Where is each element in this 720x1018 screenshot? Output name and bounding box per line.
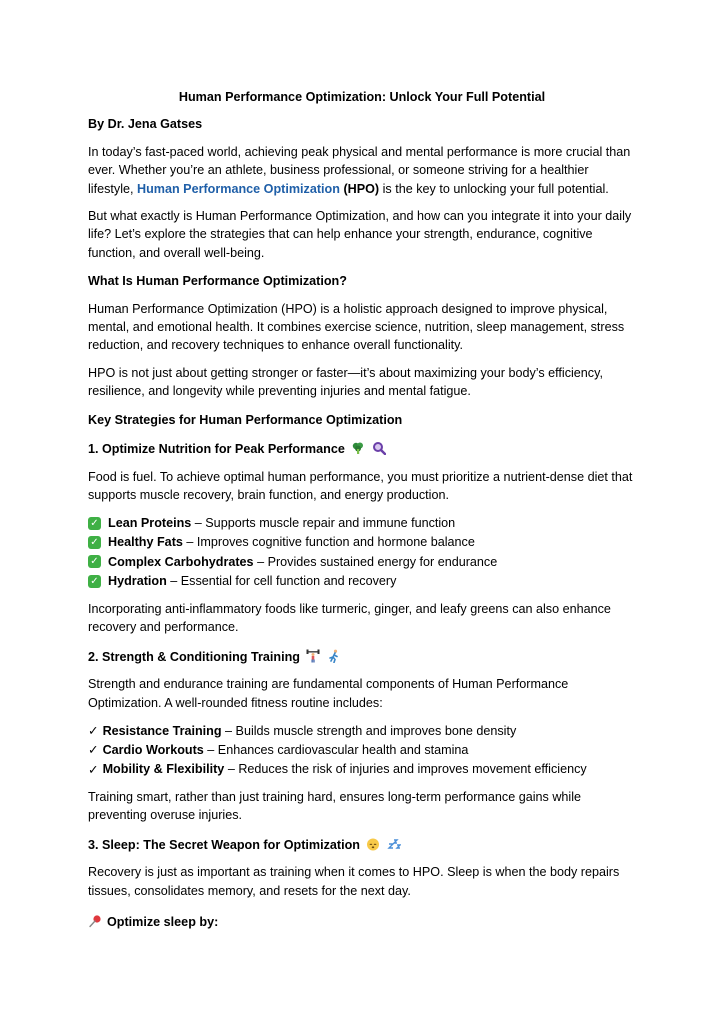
heading-sleep bbox=[88, 836, 636, 854]
paragraph-anti-inflammatory: Incorporating anti-inflammatory foods like turmeric, ginger, and leafy greens can also enhance recovery and performance. bbox=[88, 601, 611, 635]
item-term: Hydration bbox=[108, 574, 167, 589]
hpo-abbr: (HPO) bbox=[343, 181, 380, 196]
item-term: Complex Carbohydrates bbox=[108, 554, 254, 569]
item-desc: – Improves cognitive function and hormone balance bbox=[186, 535, 475, 550]
list-item bbox=[88, 740, 636, 759]
magnifier-icon bbox=[372, 441, 386, 455]
list-item bbox=[88, 552, 636, 571]
paragraph-food-fuel: Food is fuel. To achieve optimal human performance, you must prioritize a nutrient-dense diet that supports muscle recovery, brain function, and energy production. bbox=[88, 469, 633, 502]
heading-strength-text: 2. Strength & Conditioning Training bbox=[88, 649, 300, 664]
heading-nutrition-text: 1. Optimize Nutrition for Peak Performance bbox=[88, 442, 345, 457]
item-desc: – Supports muscle repair and immune function bbox=[194, 516, 456, 530]
zzz-icon bbox=[387, 837, 401, 851]
item-term: Lean Proteins bbox=[108, 516, 192, 530]
item-desc: – Enhances cardiovascular health and stamina bbox=[207, 742, 469, 757]
paragraph-explore: But what exactly is Human Performance Optimization, and how can you integrate it into your daily life? Let’s explore the strategies that can help enhance your strength, endurance, cognitive function, and overall well-being. bbox=[88, 209, 632, 260]
item-desc: – Builds muscle strength and improves bone density bbox=[225, 723, 517, 738]
tick-icon: ✓ bbox=[88, 724, 99, 739]
tick-icon: ✓ bbox=[88, 762, 99, 777]
paragraph-not-just: HPO is not just about getting stronger or faster—it’s about maximizing your body’s efficiency, resilience, and longevity while preventing injuries and mental fatigue. bbox=[88, 365, 603, 399]
heading-strength bbox=[88, 648, 636, 666]
nutrition-checklist bbox=[88, 513, 636, 591]
tick-icon: ✓ bbox=[88, 743, 99, 758]
list-item bbox=[88, 571, 636, 590]
heading-nutrition bbox=[88, 440, 636, 458]
intro-tail: is the key to unlocking your full potential. bbox=[382, 181, 609, 196]
paragraph-definition: Human Performance Optimization (HPO) is a holistic approach designed to improve physical, mental, and emotional health. It combines exercise science, nutrition, sleep management, stress reduction, and recovery techniques to enhance overall functionality. bbox=[88, 301, 625, 353]
check-icon: ✓ bbox=[88, 555, 101, 568]
heading-sleep-text: 3. Sleep: The Secret Weapon for Optimization bbox=[88, 837, 360, 852]
list-item bbox=[88, 760, 636, 779]
list-item bbox=[88, 513, 636, 532]
sleeping-face-icon bbox=[366, 837, 380, 851]
item-desc: – Reduces the risk of injuries and improves movement efficiency bbox=[227, 762, 587, 777]
runner-icon bbox=[327, 649, 341, 663]
paragraph-strength-intro: Strength and endurance training are fundamental components of Human Performance Optimization. A well-rounded fitness routine includes: bbox=[88, 677, 569, 710]
list-item bbox=[88, 533, 636, 552]
optimize-sleep-text: Optimize sleep by: bbox=[107, 915, 219, 930]
item-term: Cardio Workouts bbox=[102, 742, 204, 757]
paragraph-train-smart: Training smart, rather than just training hard, ensures long-term performance gains while preventing overuse injuries. bbox=[88, 790, 582, 823]
check-icon: ✓ bbox=[88, 536, 101, 549]
item-desc: – Essential for cell function and recovery bbox=[170, 574, 397, 589]
paragraph-recovery: Recovery is just as important as training when it comes to HPO. Sleep is when the body repairs tissues, consolidates memory, and resets for the next day. bbox=[88, 865, 620, 898]
heading-key-strategies: Key Strategies for Human Performance Optimization bbox=[88, 412, 403, 427]
item-term: Healthy Fats bbox=[108, 535, 183, 550]
intro-paragraph bbox=[88, 143, 636, 198]
training-checklist bbox=[88, 721, 636, 779]
weightlifter-icon bbox=[306, 649, 320, 663]
document-page bbox=[88, 78, 636, 932]
item-term: Resistance Training bbox=[102, 723, 222, 738]
item-desc: – Provides sustained energy for endurance bbox=[257, 554, 498, 569]
intro-text: In today’s fast-paced world, achieving peak physical and mental performance is more crucial than ever. Whether you’re an athlete, business professional, or someone striving for a healthier lifestyle, bbox=[88, 144, 631, 196]
page-title: Human Performance Optimization: Unlock Your Full Potential bbox=[178, 90, 546, 104]
item-term: Mobility & Flexibility bbox=[102, 762, 225, 777]
list-item bbox=[88, 721, 636, 740]
optimize-sleep-label bbox=[88, 913, 636, 931]
hpo-link[interactable]: Human Performance Optimization bbox=[137, 181, 340, 196]
check-icon: ✓ bbox=[88, 517, 101, 530]
heading-what-is-hpo: What Is Human Performance Optimization? bbox=[88, 274, 347, 289]
broccoli-icon bbox=[351, 441, 365, 455]
author-byline: By Dr. Jena Gatses bbox=[88, 117, 203, 132]
pushpin-icon bbox=[88, 914, 102, 928]
check-icon: ✓ bbox=[88, 575, 101, 588]
